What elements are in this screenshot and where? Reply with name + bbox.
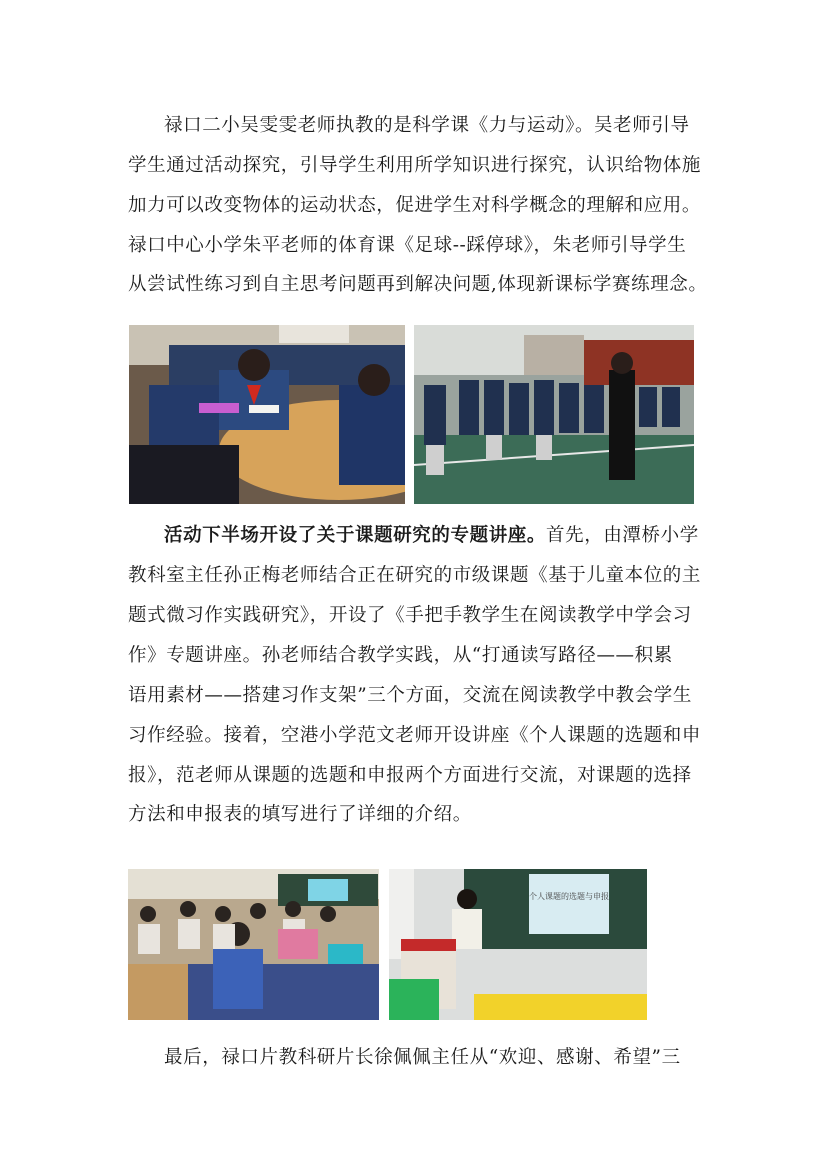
text-line: 学生通过活动探究，引导学生利用所学知识进行探究，认识给物体施	[128, 155, 702, 176]
text-line: 语用素材——搭建习作支架”三个方面，交流在阅读教学中教会学生	[128, 685, 692, 706]
bold-lead: 活动下半场开设了关于课题研究的专题讲座。	[164, 525, 547, 546]
text-line: 题式微习作实践研究》，开设了《手把手教学生在阅读教学中学会习	[128, 605, 692, 626]
text-line: 报》，范老师从课题的选题和申报两个方面进行交流，对课题的选择	[128, 765, 692, 786]
text-line: 禄口二小吴雯雯老师执教的是科学课《力与运动》。吴老师引导	[164, 115, 690, 136]
text-line	[164, 524, 744, 548]
science-class-photo	[129, 325, 405, 504]
text-line: 习作经验。接着，空港小学范文老师开设讲座《个人课题的选题和申	[128, 725, 702, 746]
text-line: 教科室主任孙正梅老师结合正在研究的市级课题《基于儿童本位的主	[128, 565, 702, 586]
text-line: 最后，禄口片教科研片长徐佩佩主任从“欢迎、感谢、希望”三	[164, 1047, 681, 1068]
slide-title-text: 个人课题的选题与申报	[529, 892, 609, 901]
text-line: 从尝试性练习到自主思考问题再到解决问题,体现新课标学赛练理念。	[128, 274, 708, 295]
lead-rest: 首先，由潭桥小学	[546, 525, 699, 546]
text-line: 作》专题讲座。孙老师结合教学实践，从“打通读写路径——积累	[128, 645, 673, 666]
text-line: 禄口中心小学朱平老师的体育课《足球--踩停球》，朱老师引导学生	[128, 235, 687, 256]
text-line: 加力可以改变物体的运动状态，促进学生对科学概念的理解和应用。	[128, 195, 702, 216]
football-class-photo	[414, 325, 694, 504]
lecture-audience-photo	[128, 869, 379, 1020]
text-line: 方法和申报表的填写进行了详细的介绍。	[128, 804, 472, 825]
lecture-speaker-photo	[389, 869, 647, 1020]
